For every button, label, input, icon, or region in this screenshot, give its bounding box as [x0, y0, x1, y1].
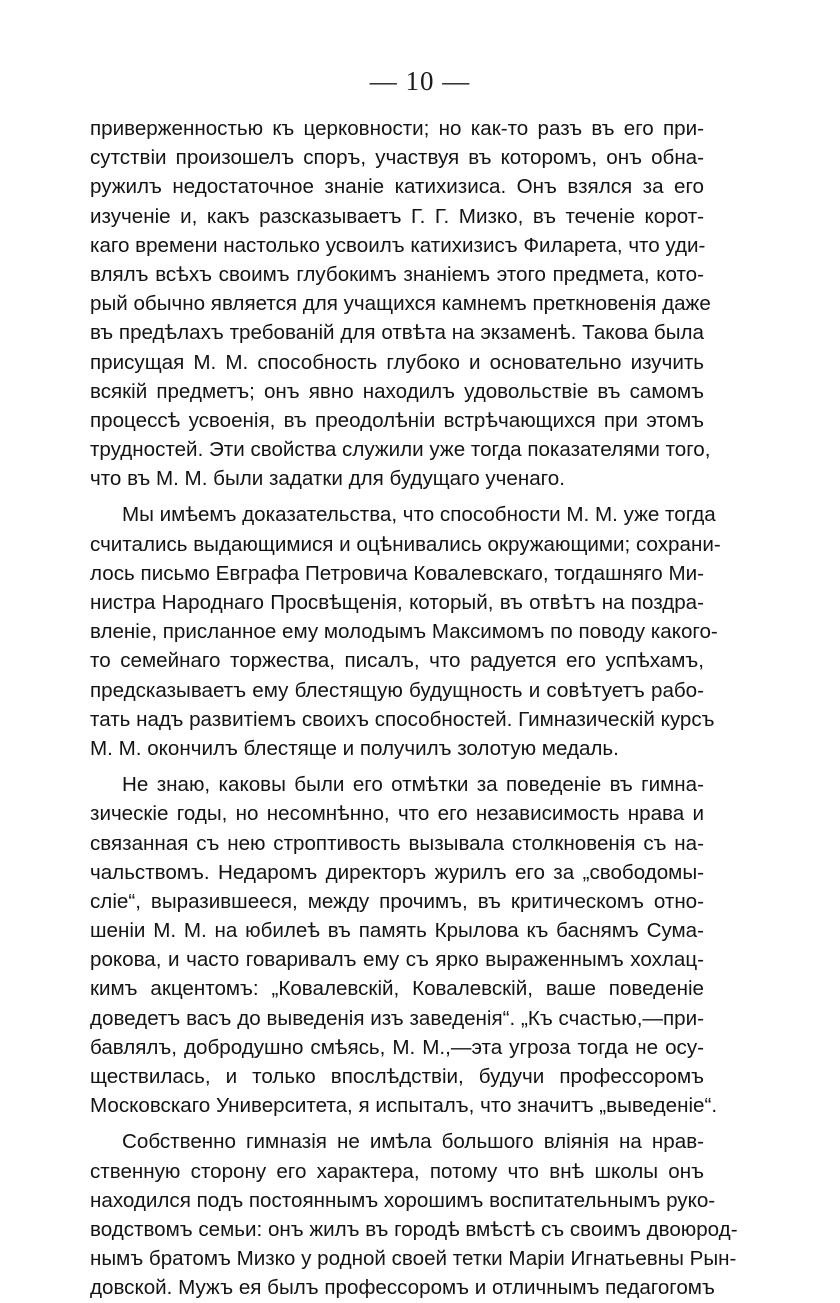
paragraph-2 [90, 500, 721, 763]
text-line: водствомъ семьи: онъ жилъ въ городѣ вмѣстѣ съ своимъ двоюрод- [90, 1217, 738, 1241]
text-line: процессѣ усвоенія, въ преодолѣніи встрѣчающихся при этомъ [90, 408, 704, 432]
text-line: Собственно гимназія не имѣла большого вліянія на нрав- [122, 1130, 704, 1154]
text-line: нымъ братомъ Мизко у родной своей тетки Маріи Игнатьевны Рын- [90, 1247, 737, 1271]
text-line: сліе“, выразившееся, между прочимъ, въ критическомъ отно- [90, 889, 704, 913]
text-line: рокова, и часто говаривалъ ему съ ярко выраженнымъ хохлац- [90, 948, 704, 972]
text-line: влялъ всѣхъ своимъ глубокимъ знаніемъ этого предмета, кото- [90, 262, 704, 286]
text-line: считались выдающимися и оцѣнивались окружающими; сохрани- [90, 532, 721, 556]
text-line: присущая М. М. способность глубоко и основательно изучить [90, 350, 704, 374]
text-line: всякій предметъ; онъ явно находилъ удовольствіе въ самомъ [90, 379, 704, 403]
text-line: чальствомъ. Недаромъ директоръ журилъ его за „свободомы- [90, 860, 704, 884]
text-line: приверженностью къ церковности; но как-то разъ въ его при- [90, 117, 704, 140]
text-line: тать надъ развитіемъ своихъ способностей. Гимназическій курсъ [90, 707, 715, 731]
text-line: связанная съ нею строптивость вызывала столкновенія съ на- [90, 831, 704, 855]
text-line: ществилась, и только впослѣдствіи, будучи профессоромъ [90, 1065, 704, 1088]
text-line: нистра Народнаго Просвѣщенія, который, въ отвѣтъ на поздра- [90, 591, 704, 614]
text-line: шеніи М. М. на юбилеѣ въ память Крылова къ баснямъ Сума- [90, 919, 704, 943]
text-line: трудностей. Эти свойства служили уже тогда показателями того, [90, 438, 711, 462]
text-line: находился подъ постояннымъ хорошимъ воспитательнымъ руко- [90, 1188, 716, 1212]
text-line: М. М. окончилъ блестяще и получилъ золотую медаль. [90, 736, 619, 760]
paragraph-gap [90, 763, 704, 770]
text-line: сутствіи произошелъ споръ, участвуя въ которомъ, онъ обна- [90, 146, 704, 170]
text-line: Мы имѣемъ доказательства, что способности М. М. уже тогда [122, 503, 716, 527]
text-line: рый обычно является для учащихся камнемъ преткновенія даже [90, 292, 711, 316]
page-number: — 10 — [369, 66, 471, 96]
text-line: кимъ акцентомъ: „Ковалевскій, Ковалевскій, ваше поведеніе [90, 977, 704, 1001]
text-line: Московскаго Университета, я испыталъ, что значитъ „выведеніе“. [90, 1094, 718, 1118]
text-line: предсказываетъ ему блестящую будущность и совѣтуетъ рабо- [90, 678, 704, 702]
text-line: вленіе, присланное ему молодымъ Максимомъ по поводу какого- [90, 620, 718, 644]
paragraph-1 [90, 114, 711, 493]
text-line: лось письмо Евграфа Петровича Ковалевскаго, тогдашняго Ми- [90, 561, 704, 585]
paragraph-gap [90, 493, 704, 500]
text-line: изученіе и, какъ разсказываетъ Г. Г. Мизко, въ теченіе корот- [90, 204, 704, 228]
text-line: ружилъ недостаточное знаніе катихизиса. Онъ взялся за его [90, 175, 704, 199]
text-line: то семейнаго торжества, писалъ, что радуется его успѣхамъ, [90, 649, 704, 673]
text-line: доведетъ васъ до выведенія изъ заведенія“. „Къ счастью,—при- [90, 1006, 704, 1030]
text-line: ственную сторону его характера, потому что внѣ школы онъ [90, 1159, 704, 1183]
text-line: бавлялъ, добродушно смѣясь, М. М.,—эта угроза тогда не осу- [90, 1035, 704, 1059]
body-text [90, 114, 738, 1303]
paragraph-gap [90, 1120, 704, 1127]
text-line: каго времени настолько усвоилъ катихизисъ Филарета, что уди- [90, 233, 706, 257]
text-line: что въ М. М. были задатки для будущаго ученаго. [90, 467, 565, 491]
paragraph-4 [90, 1127, 738, 1302]
text-line: Не знаю, каковы были его отмѣтки за поведеніе въ гимна- [122, 773, 704, 797]
paragraph-3 [90, 770, 718, 1120]
text-line: зическіе годы, но несомнѣнно, что его независимость нрава и [90, 802, 704, 826]
text-line: въ предѣлахъ требованій для отвѣта на экзаменѣ. Такова была [90, 321, 704, 345]
text-line: довской. Мужъ ея былъ профессоромъ и отличнымъ педагогомъ [90, 1276, 715, 1300]
